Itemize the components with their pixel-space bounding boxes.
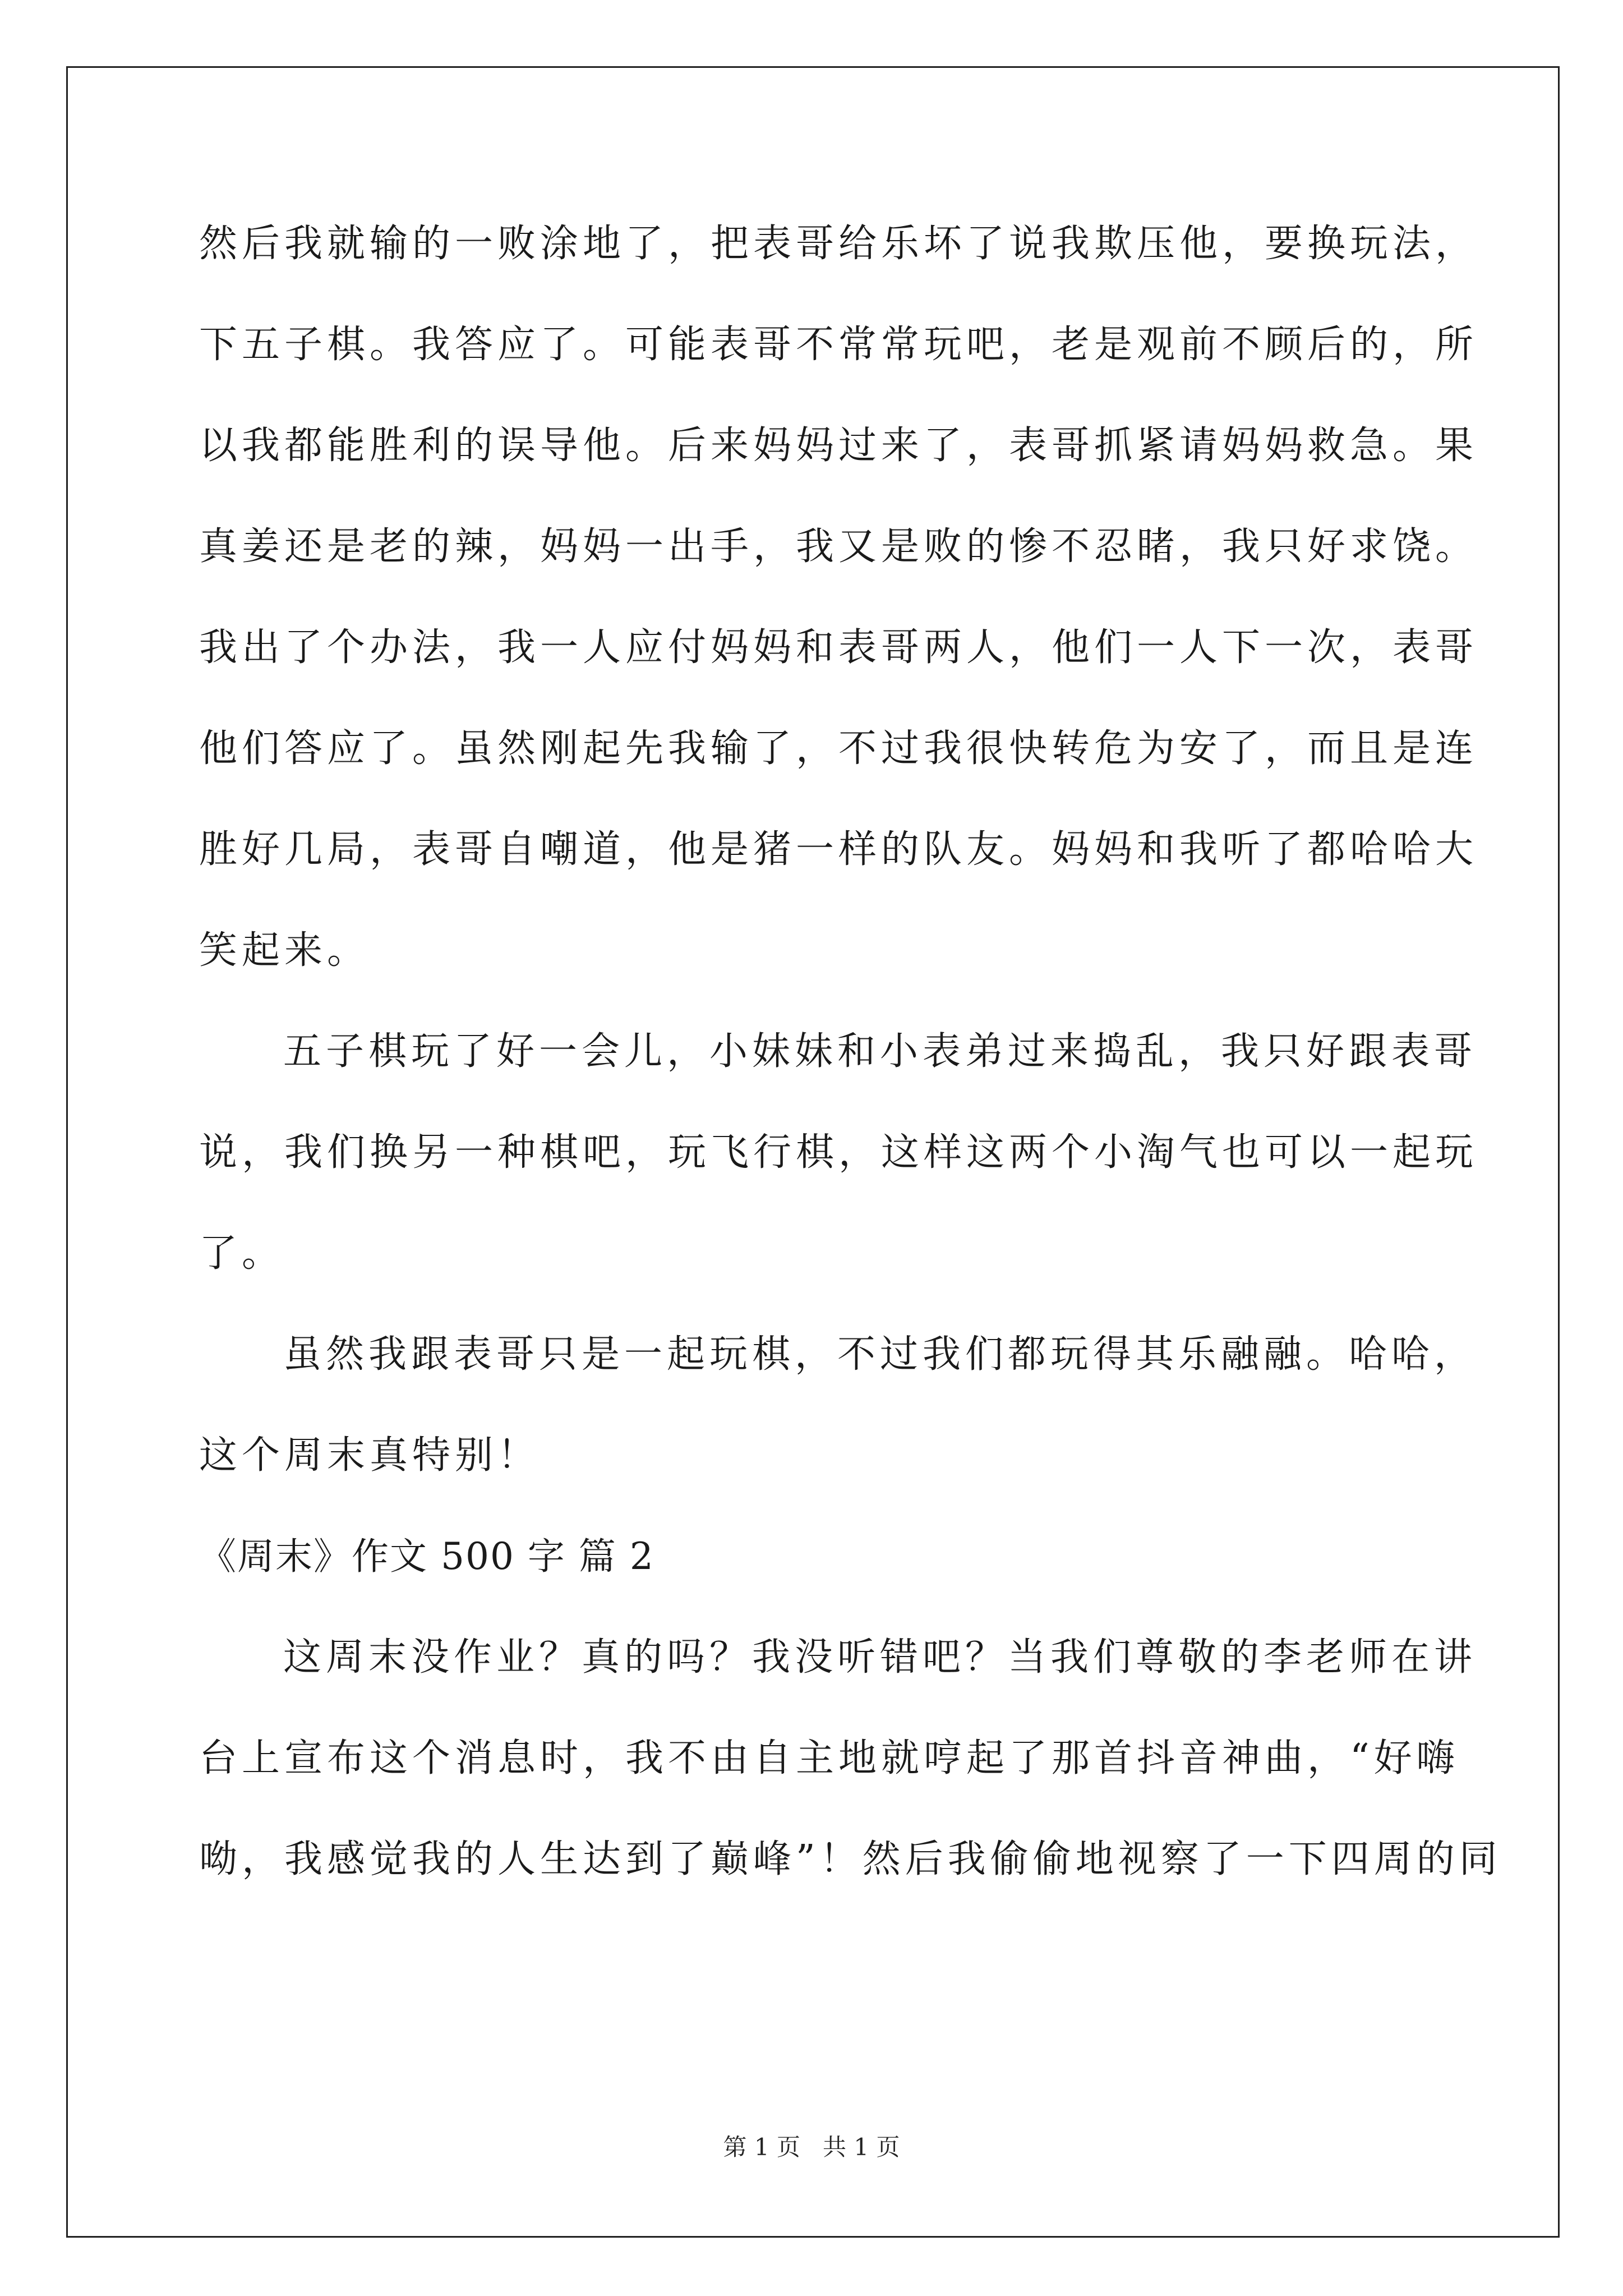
text-line: 然后我就输的一败涂地了，把表哥给乐坏了说我欺压他，要换玩法， xyxy=(199,222,1478,266)
paragraph xyxy=(199,1621,1502,1924)
text-line: 说，我们换另一种棋吧，玩飞行棋，这样这两个小淘气也可以一起玩 xyxy=(199,1130,1478,1175)
text-line: 虽然我跟表哥只是一起玩棋，不过我们都玩得其乐融融。哈哈， xyxy=(283,1332,1477,1377)
text-line: 台上宣布这个消息时，我不由自主地就哼起了那首抖音神曲，“好嗨 xyxy=(199,1736,1459,1780)
text-line: 他们答应了。虽然刚起先我输了，不过我很快转危为安了，而且是连 xyxy=(199,726,1478,771)
text-line: 笑起来。 xyxy=(199,928,370,973)
text-line: 了。 xyxy=(199,1231,285,1276)
text-line: 真姜还是老的辣，妈妈一出手，我又是败的惨不忍睹，我只好求饶。 xyxy=(199,524,1478,569)
text-line: 呦，我感觉我的人生达到了巅峰”！然后我偷偷地视察了一下四周的同 xyxy=(199,1837,1502,1881)
section-heading: 《周末》作文 500 字 篇 2 xyxy=(199,1535,654,1578)
paragraph xyxy=(199,1318,1477,1520)
document-body xyxy=(199,208,1502,1924)
page-number-footer: 第 1 页 共 1 页 xyxy=(723,2133,900,2161)
text-line: 这周末没作业？真的吗？我没听错吧？当我们尊敬的李老师在讲 xyxy=(283,1635,1477,1680)
text-line: 下五子棋。我答应了。可能表哥不常常玩吧，老是观前不顾后的，所 xyxy=(199,323,1478,367)
text-line: 我出了个办法，我一人应付妈妈和表哥两人，他们一人下一次，表哥 xyxy=(199,625,1478,670)
text-line: 以我都能胜利的误导他。后来妈妈过来了，表哥抓紧请妈妈救急。果 xyxy=(199,424,1478,468)
text-line: 胜好几局，表哥自嘲道，他是猪一样的队友。妈妈和我听了都哈哈大 xyxy=(199,827,1478,872)
text-line: 这个周末真特别！ xyxy=(199,1433,541,1478)
paragraph xyxy=(199,208,1478,1015)
text-line: 五子棋玩了好一会儿，小妹妹和小表弟过来捣乱，我只好跟表哥 xyxy=(283,1029,1477,1074)
paragraph xyxy=(199,1015,1478,1318)
